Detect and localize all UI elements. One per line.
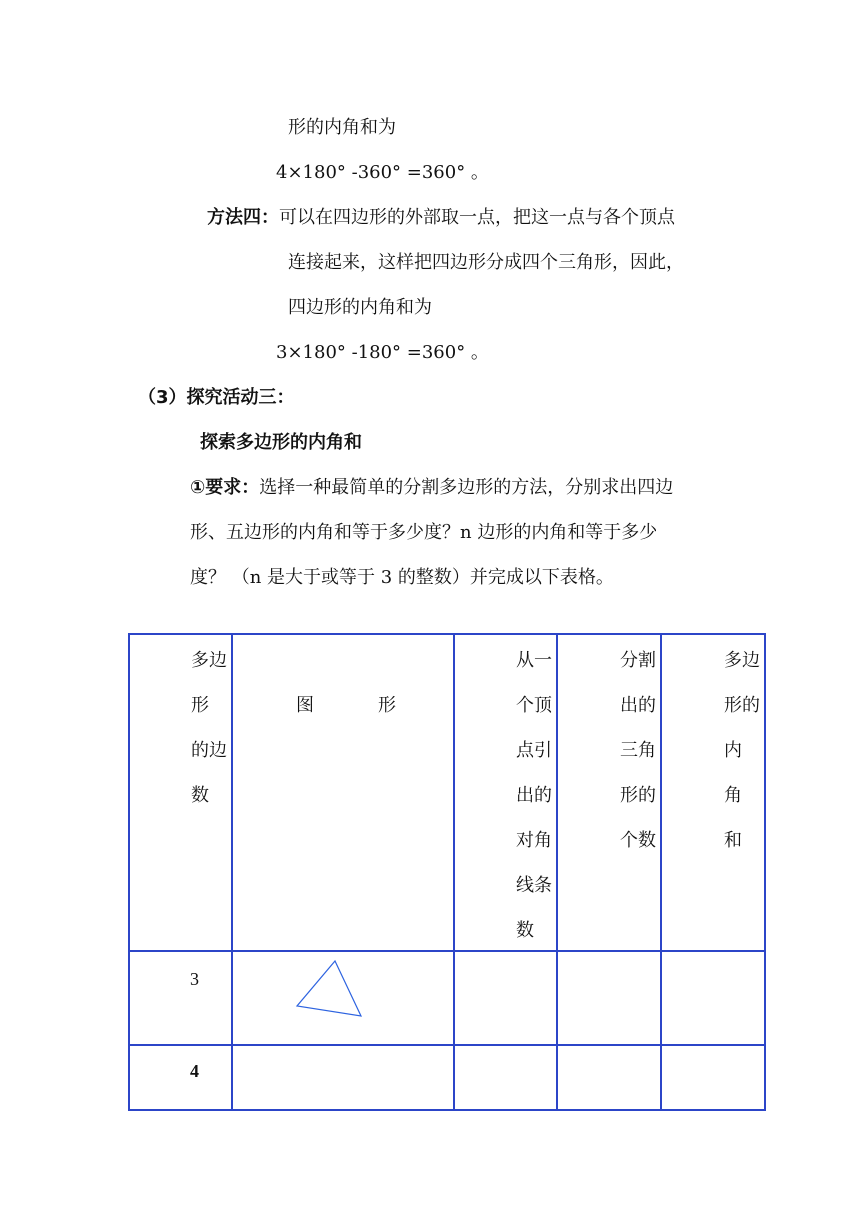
table-col-divider	[231, 633, 233, 1111]
header-line: 线条	[516, 875, 552, 896]
header-line: 个顶	[516, 695, 552, 716]
header-line: 从一	[516, 650, 552, 671]
header-line: 分割	[620, 650, 656, 671]
header-line: 多边	[191, 650, 227, 671]
method-four-line	[207, 206, 675, 230]
header-line: 角	[724, 785, 742, 806]
table-border-top	[128, 633, 766, 635]
table-border-right	[764, 633, 766, 1111]
header-figure	[296, 683, 396, 728]
row-sides-value: 4	[190, 1061, 199, 1081]
header-line: 多边	[724, 650, 760, 671]
formula-line: 3×180° -180° =360° 。	[276, 342, 489, 363]
header-line: 个数	[620, 830, 656, 851]
header-line: 数	[191, 785, 209, 806]
table-row-divider	[128, 1044, 766, 1046]
table-border-left	[128, 633, 130, 1111]
method-four-label: 方法四：	[207, 207, 279, 228]
text-line: 形的内角和为	[288, 117, 396, 138]
header-triangle-count	[620, 638, 656, 863]
header-line: 出的	[516, 785, 552, 806]
header-line: 数	[516, 920, 534, 941]
header-line: 的边	[191, 740, 227, 761]
header-diagonals	[516, 638, 552, 953]
requirement-label: ①要求：	[190, 477, 260, 498]
header-line: 形的	[620, 785, 656, 806]
header-line: 和	[724, 830, 742, 851]
polygon-angle-table	[128, 633, 766, 1111]
header-line: 形	[191, 695, 209, 716]
requirement-text: 选择一种最简单的分割多边形的方法，分别求出四边	[259, 477, 674, 498]
text-line: 连接起来，这样把四边形分成四个三角形，因此，	[288, 252, 684, 273]
text-line: 四边形的内角和为	[288, 297, 432, 318]
header-line: 三角	[620, 740, 656, 761]
table-border-bottom	[128, 1109, 766, 1111]
table-col-divider	[660, 633, 662, 1111]
header-angle-sum	[724, 638, 760, 863]
formula-line: 4×180° -360° =360° 。	[276, 162, 489, 183]
requirement-line	[190, 476, 673, 500]
activity-subtitle: 探索多边形的内角和	[200, 432, 362, 453]
header-line: 内	[724, 740, 742, 761]
section-heading: （3）探究活动三：	[138, 387, 295, 408]
table-col-divider	[556, 633, 558, 1111]
row-sides-value: 3	[190, 969, 199, 989]
requirement-line: 形、五边形的内角和等于多少度？n 边形的内角和等于多少	[190, 522, 658, 543]
header-sides	[191, 638, 227, 818]
header-line: 对角	[516, 830, 552, 851]
triangle-figure	[293, 958, 368, 1020]
header-line: 出的	[620, 695, 656, 716]
header-line: 点引	[516, 740, 552, 761]
header-line: 图 形	[296, 695, 396, 716]
table-row-divider	[128, 950, 766, 952]
header-line: 形的	[724, 695, 760, 716]
triangle-shape	[297, 961, 361, 1016]
table-col-divider	[453, 633, 455, 1111]
method-four-text: 可以在四边形的外部取一点，把这一点与各个顶点	[279, 207, 675, 228]
requirement-line: 度？ （n 是大于或等于 3 的整数）并完成以下表格。	[190, 567, 614, 588]
